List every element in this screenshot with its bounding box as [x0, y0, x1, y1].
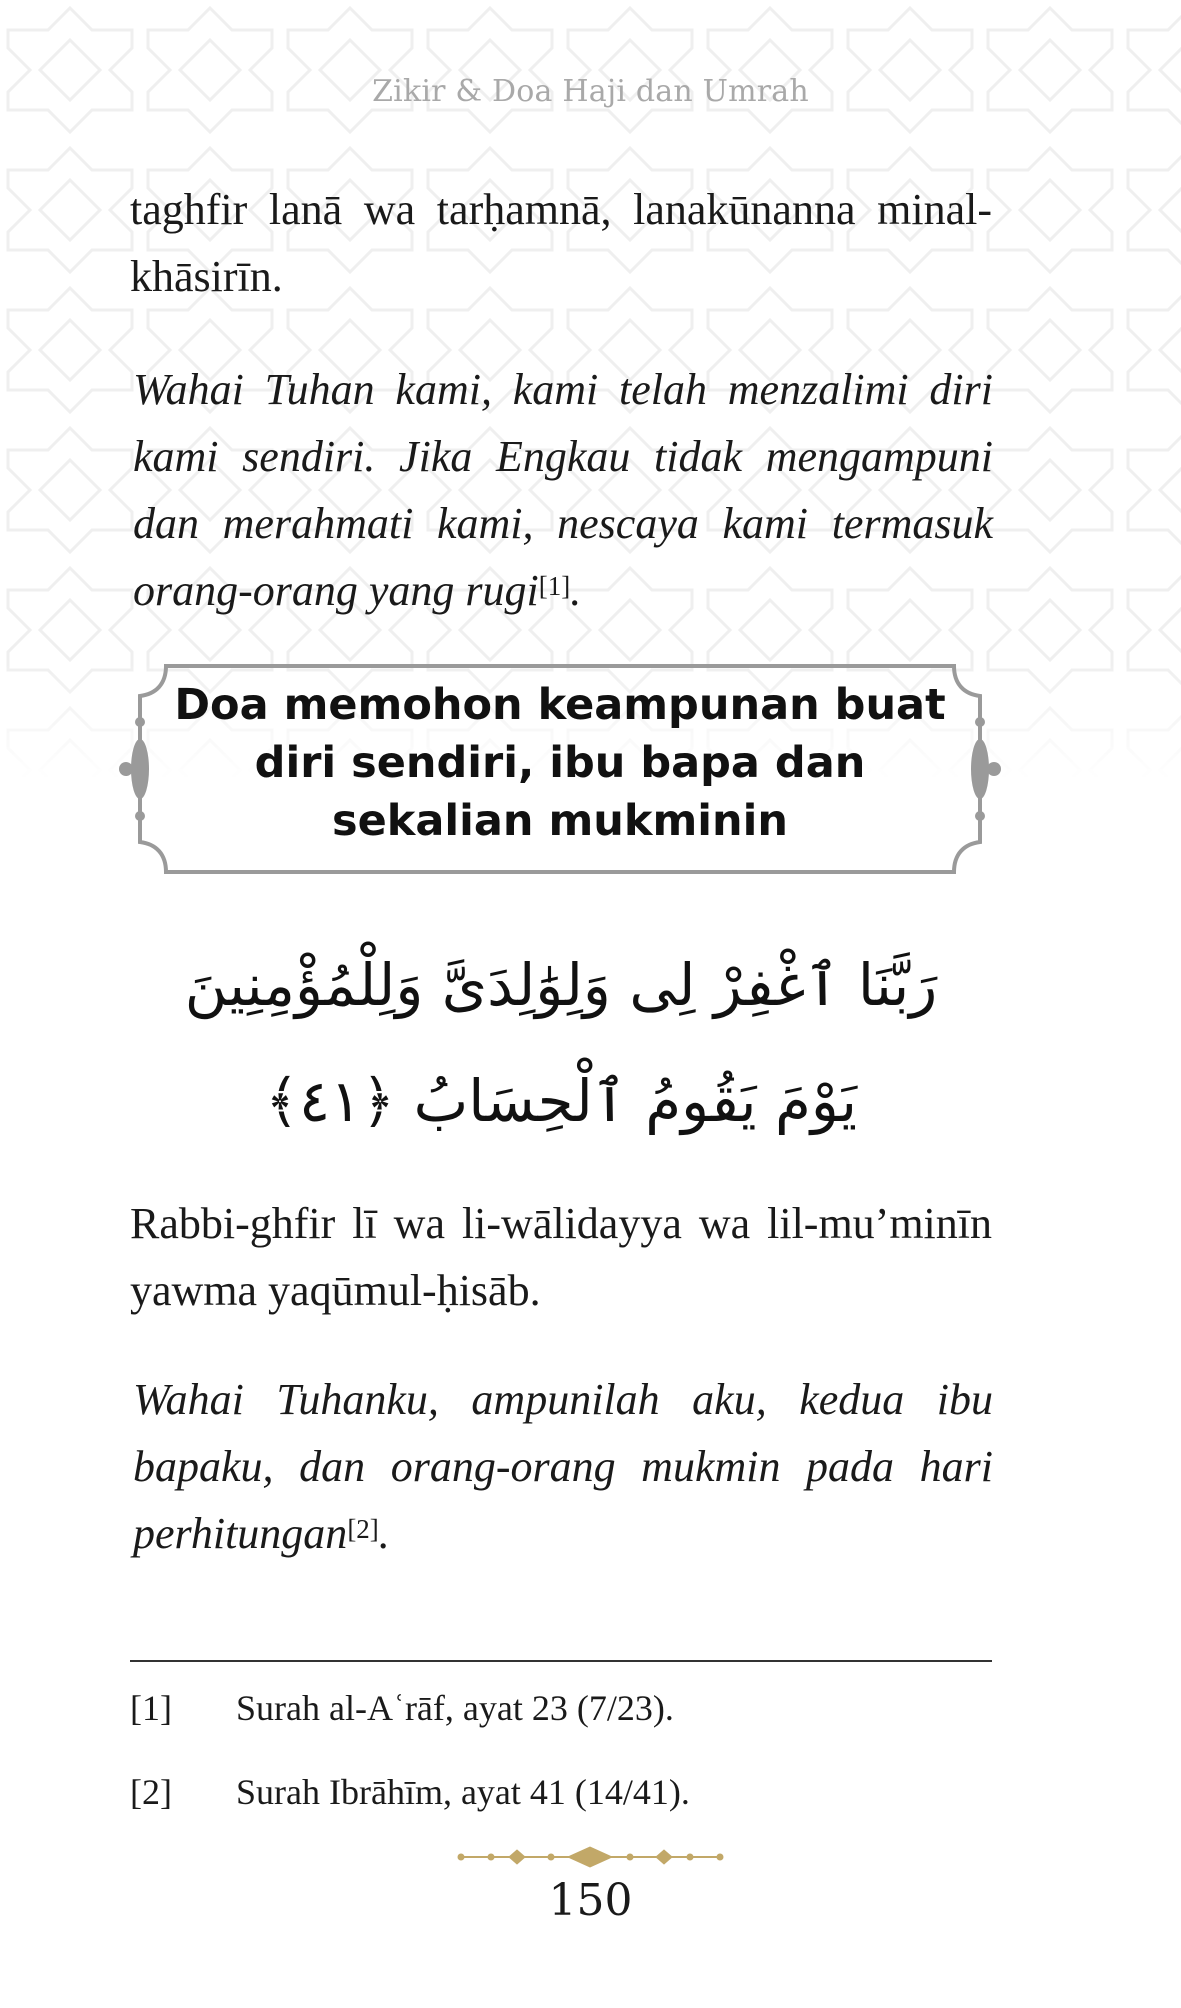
translation-1-text: Wahai Tuhan kami, kami telah menzalimi diri kami sendiri. Jika Engkau tidak mengampuni dan merahmati kami, nescaya kami termasuk orang-orang yang rugi — [133, 365, 993, 615]
footnote-2-text: Surah Ibrāhīm, ayat 41 (14/41). — [236, 1772, 690, 1812]
translation-2-end: . — [378, 1509, 390, 1558]
footnote-2-number: [2] — [130, 1772, 172, 1812]
footnote-1-number: [1] — [130, 1688, 172, 1728]
transliteration-1: taghfir lanā wa tarḥamnā, lanakūnanna minal-khāsirīn. — [130, 185, 992, 301]
section-title: Doa memohon keampunan buat diri sendiri, ibu bapa dan sekalian mukminin — [174, 680, 946, 846]
arabic-verse-line-1: رَبَّنَا ٱغْفِرْ لِى وَلِوَٰلِدَىَّ وَلِلْمُؤْمِنِينَ — [184, 951, 938, 1019]
ornament-divider-icon — [455, 1845, 726, 1869]
footnote-ref-1[interactable]: [1] — [538, 571, 571, 601]
footnote-ref-2[interactable]: [2] — [347, 1514, 379, 1544]
translation-2-text: Wahai Tuhanku, ampunilah aku, kedua ibu bapaku, dan orang-orang mukmin pada hari perhitungan — [133, 1375, 993, 1558]
translation-1-end: . — [570, 566, 582, 615]
translation-1 — [133, 356, 993, 624]
arabic-verse-line-2: يَوْمَ يَقُومُ ٱلْحِسَابُ ﴿٤١﴾ — [264, 1067, 858, 1135]
transliteration-2: Rabbi-ghfir lī wa li-wālidayya wa lil-mu’minīn yawma yaqūmul-ḥisāb. — [130, 1199, 992, 1315]
running-header: Zikir & Doa Haji dan Umrah — [372, 74, 809, 109]
footnote-1-text: Surah al-Aʿrāf, ayat 23 (7/23). — [236, 1688, 674, 1728]
footnote-divider — [130, 1660, 992, 1662]
page-number: 150 — [548, 1875, 633, 1926]
footnote-1 — [130, 1686, 992, 1730]
footnote-2 — [130, 1770, 992, 1814]
translation-2 — [133, 1366, 993, 1567]
